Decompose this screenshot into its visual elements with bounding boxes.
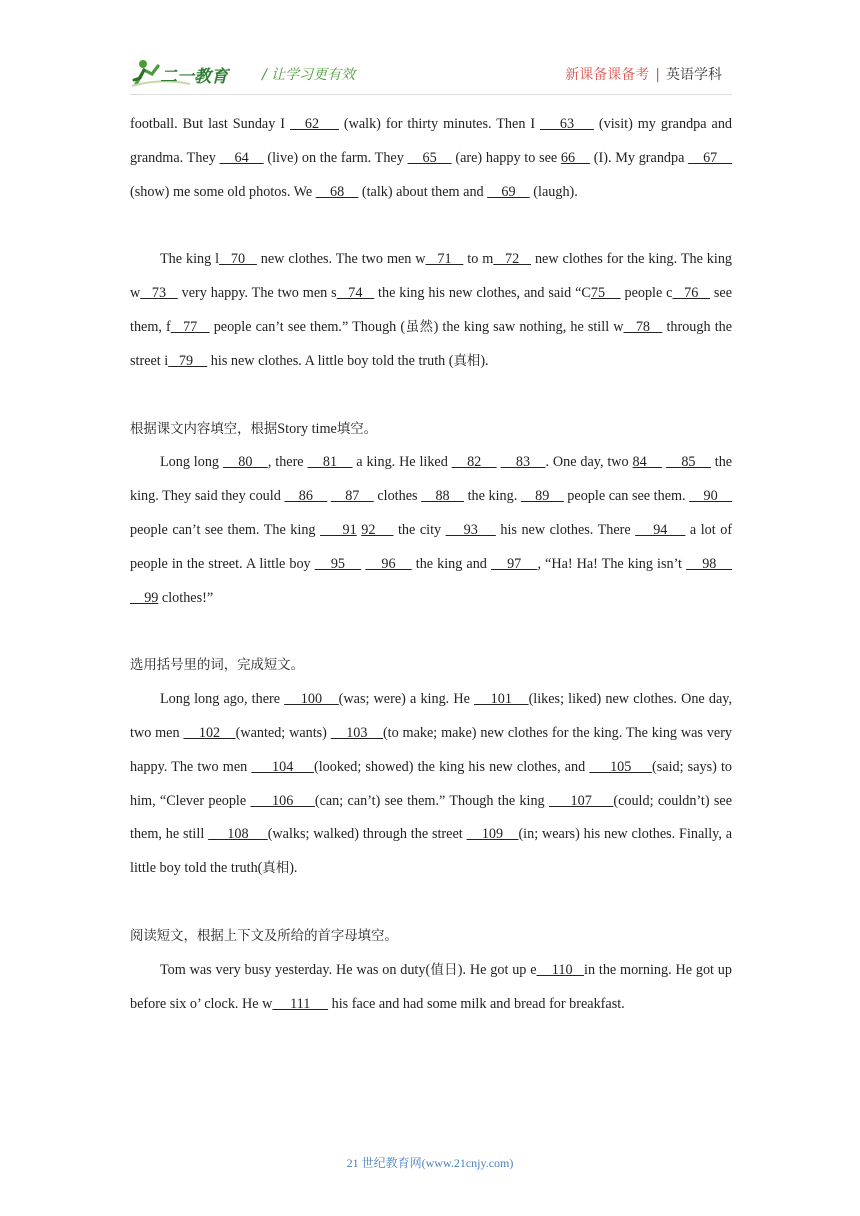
passage-text: football. But last Sunday I <box>130 116 290 132</box>
chinese-gloss: 真相 <box>453 353 481 369</box>
answer-blank: 89 <box>520 488 564 505</box>
answer-blank: 101 <box>474 691 529 708</box>
passage-text: through the street i <box>130 318 733 369</box>
section-heading-story-time <box>130 413 732 447</box>
passage-text: very happy. The two men s <box>177 285 337 302</box>
answer-blank: 79 <box>168 352 208 369</box>
answer-blank: 102 <box>183 724 236 741</box>
answer-blank: 92 <box>361 521 394 538</box>
answer-blank: 91 <box>320 521 357 538</box>
answer-blank: 105 <box>589 758 653 775</box>
answer-blank: 87 <box>330 488 374 505</box>
header-subject <box>565 64 722 84</box>
passage-text: ) the king saw nothing, he still w <box>433 318 624 335</box>
passage-text: (to make; make) new clothes for the king. The king was very happy. The two men <box>130 724 733 775</box>
passage-text: the king. They said they could <box>130 454 733 505</box>
passage-text: ). <box>480 352 489 369</box>
passage-text: people can’t see them. The king <box>130 521 321 538</box>
passage-text: the king. <box>463 488 521 505</box>
answer-blank: 73 <box>140 285 178 302</box>
answer-blank: 100 <box>284 691 339 708</box>
passage-text: The king l <box>160 251 220 268</box>
section-heading-reading: 阅读短文，根据上下文及所给的首字母填空。 <box>130 928 398 944</box>
passage-text: his face and had some milk and bread for breakfast. <box>328 995 625 1012</box>
passage-text: Long long ago, there <box>160 691 285 708</box>
passage-text: (likes; liked) new clothes. One day, two men <box>130 691 732 741</box>
answer-blank: 78 <box>623 318 663 335</box>
answer-blank: 93 <box>445 521 496 538</box>
passage-text: people can’t see them.” Though ( <box>209 318 406 335</box>
passage-text: new clothes. The two men w <box>256 251 426 268</box>
answer-blank: 74 <box>336 285 375 302</box>
passage-grammar-fill <box>130 108 732 209</box>
passage-text: ). <box>289 860 298 877</box>
passage-text: (wanted; wants) <box>235 724 331 741</box>
answer-blank: 77 <box>170 318 210 335</box>
heading-part: 根据课文内容填空，根据 <box>130 421 278 437</box>
passage-text: a king. He liked <box>352 454 452 471</box>
header-separator: | <box>655 67 660 83</box>
passage-text: (said; says) to him, “Clever people <box>130 758 733 809</box>
answer-blank: 70 <box>219 251 257 268</box>
answer-blank: 80 <box>222 454 268 471</box>
answer-blank: 82 <box>451 454 497 471</box>
svg-text:二一教育: 二一教育 <box>160 67 228 87</box>
heading-part: Story time <box>277 420 337 437</box>
passage-tom-on-duty <box>130 954 732 1022</box>
passage-text: (can; can’t) see them.” Though the king <box>314 792 549 809</box>
answer-blank: 62 <box>289 116 339 132</box>
answer-blank: 97 <box>490 555 538 572</box>
passage-story-time <box>130 446 732 615</box>
passage-text: clothes!” <box>158 589 214 606</box>
chinese-gloss: 虽然 <box>405 319 434 335</box>
answer-blank: 103 <box>330 724 383 741</box>
passage-text: (in; wears) his new clothes. Finally, a little boy told the truth( <box>130 826 733 877</box>
passage-text: (could; couldn’t) see them, he still <box>130 792 733 843</box>
page-footer: 21 世纪教育网(www.21cnjy.com) <box>346 1156 514 1170</box>
passage-text: the king and <box>411 555 491 572</box>
passage-text: (looked; showed) the king his new clothes, and <box>313 758 590 775</box>
answer-blank: 75 <box>590 285 621 302</box>
passage-text: his new clothes. A little boy told the truth ( <box>207 352 454 369</box>
passage-text: to m <box>463 251 494 268</box>
passage-choose-words <box>130 683 732 886</box>
header-subject-label: 英语学科 <box>666 67 722 83</box>
passage-text: (talk) about them and <box>358 183 488 200</box>
answer-blank: 83 <box>500 454 546 471</box>
passage-text: Long long <box>160 454 223 471</box>
answer-blank: 94 <box>635 521 686 538</box>
answer-blank: 96 <box>365 555 412 572</box>
answer-blank: 86 <box>284 488 328 505</box>
answer-blank: 99 <box>130 589 159 606</box>
passage-text: , there <box>267 454 308 471</box>
section-heading-choose-words: 选用括号里的词，完成短文。 <box>130 658 305 674</box>
passage-text: (live) on the farm. They <box>263 149 408 166</box>
answer-blank: 63 <box>540 116 594 132</box>
passage-text: (laugh). <box>529 183 578 200</box>
answer-blank: 81 <box>307 454 353 471</box>
answer-blank: 72 <box>493 251 532 268</box>
passage-text: (visit) my grandpa and grandma. They <box>130 116 733 166</box>
passage-emperor-initials <box>130 243 732 378</box>
passage-text: , “Ha! Ha! The king isn’t <box>537 555 687 572</box>
passage-text: (walks; walked) through the street <box>267 826 467 843</box>
answer-blank: 98 <box>686 555 733 572</box>
passage-text: in the morning. He got up before six o’ clock. He w <box>130 961 732 1012</box>
passage-text: the city <box>393 521 446 538</box>
passage-text: ). He got up e <box>457 961 537 978</box>
answer-blank: 111 <box>272 995 329 1012</box>
page-header <box>130 56 732 92</box>
document-body <box>130 108 732 1021</box>
answer-blank: 90 <box>689 488 733 505</box>
passage-text: . One day, two <box>545 454 633 471</box>
passage-text: people can see them. <box>563 488 690 505</box>
header-course-label: 新课备课备考 <box>565 67 650 83</box>
passage-text: clothes <box>373 488 422 505</box>
passage-text: (walk) for thirty minutes. Then I <box>338 116 541 132</box>
brand-logo <box>130 56 250 90</box>
answer-blank: 85 <box>665 454 711 471</box>
passage-text: (was; were) a king. He <box>338 691 475 708</box>
answer-blank: 107 <box>548 792 614 809</box>
passage-text: (I). My grandpa <box>590 149 689 166</box>
answer-blank: 95 <box>314 555 362 572</box>
passage-text: his new clothes. There <box>495 521 636 538</box>
passage-text: people c <box>620 285 673 302</box>
header-divider <box>130 94 732 95</box>
answer-blank: 110 <box>536 961 585 978</box>
answer-blank: 69 <box>487 183 530 200</box>
answer-blank: 108 <box>208 826 268 843</box>
passage-text: Tom was very busy yesterday. He was on duty( <box>160 961 431 978</box>
answer-blank: 76 <box>672 285 710 302</box>
answer-blank: 109 <box>466 826 519 843</box>
passage-text: new clothes for the king. The king w <box>130 251 733 302</box>
passage-text: see them, f <box>130 285 733 335</box>
chinese-gloss: 真相 <box>262 861 290 877</box>
chinese-gloss: 值日 <box>430 962 458 978</box>
header-slogan: / 让学习更有效 <box>262 67 356 83</box>
passage-text: a lot of people in the street. A little boy <box>130 521 733 572</box>
answer-blank: 88 <box>421 488 464 505</box>
answer-blank: 66 <box>560 149 591 166</box>
answer-blank: 84 <box>632 454 663 471</box>
answer-blank: 68 <box>315 183 359 200</box>
answer-blank: 67 <box>688 149 733 166</box>
answer-blank: 71 <box>425 251 464 268</box>
passage-text: the king his new clothes, and said “C <box>374 285 591 302</box>
answer-blank: 104 <box>251 758 314 775</box>
answer-blank: 64 <box>219 149 264 166</box>
answer-blank: 65 <box>407 149 452 166</box>
passage-text: (are) happy to see <box>451 149 561 166</box>
answer-blank: 106 <box>250 792 315 809</box>
passage-text: (show) me some old photos. We <box>130 183 316 200</box>
heading-part: 填空。 <box>336 421 377 437</box>
